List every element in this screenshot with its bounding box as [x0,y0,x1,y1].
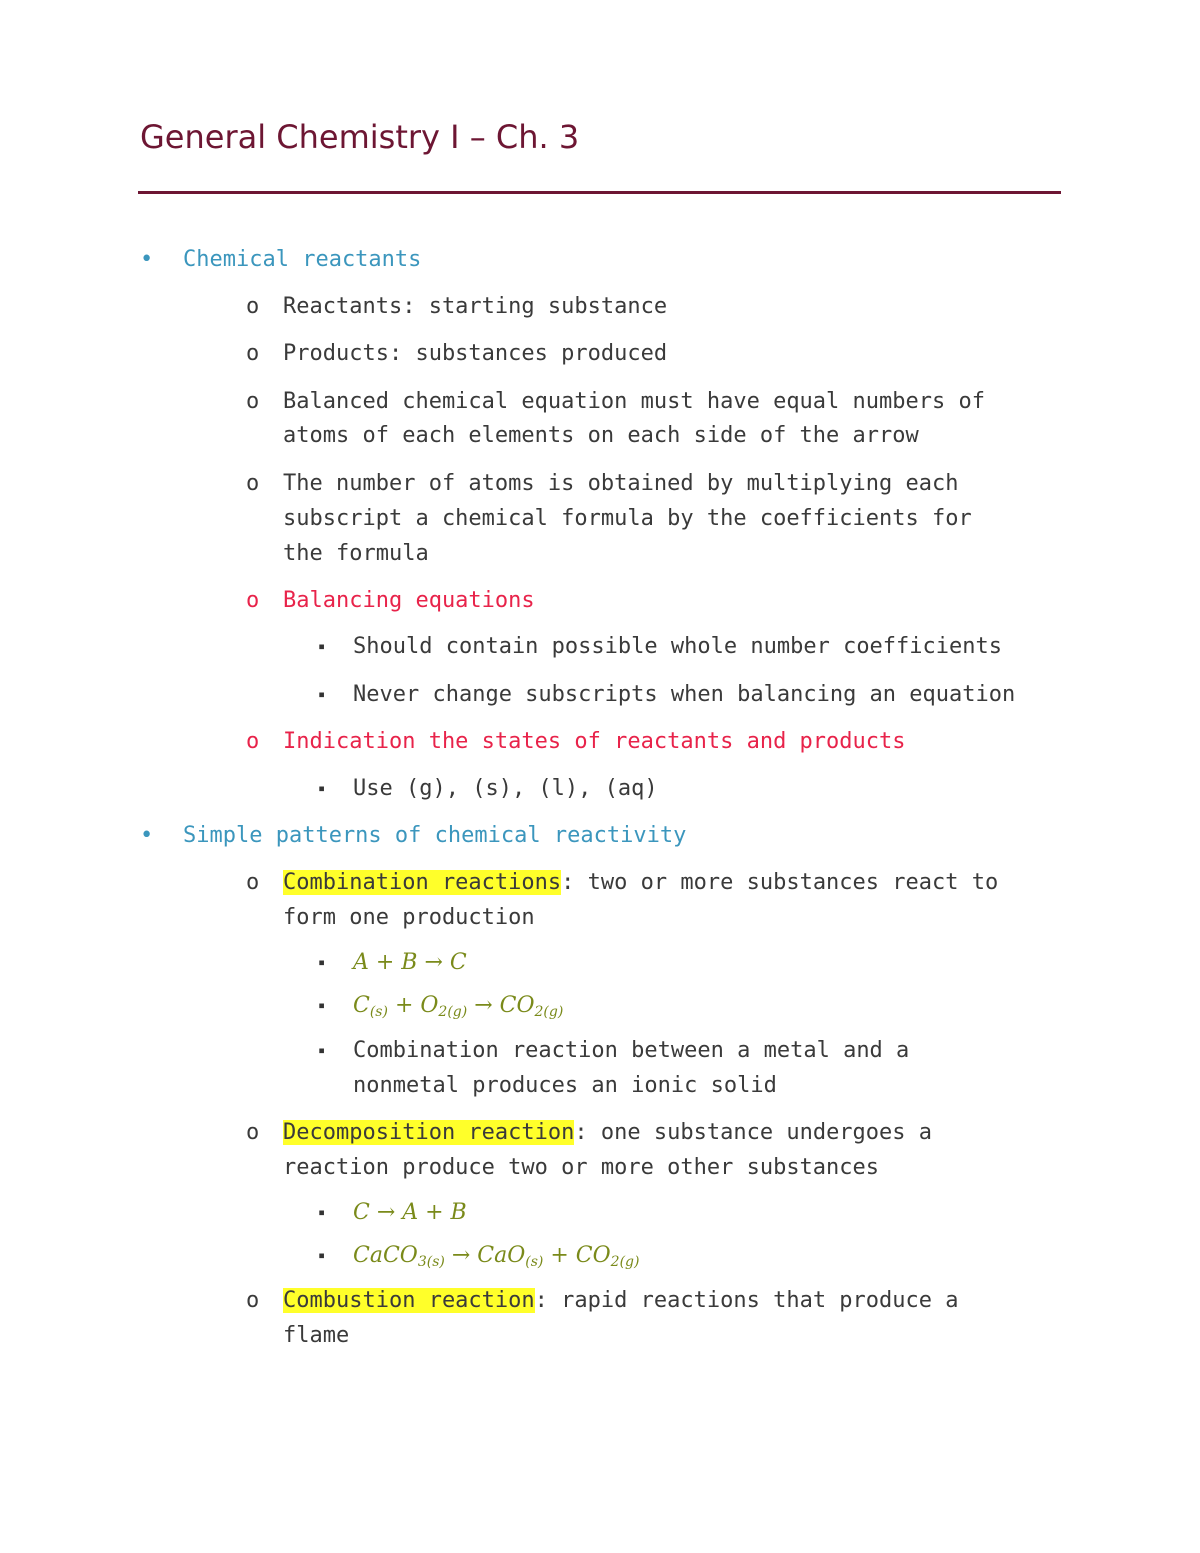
bullet-l2: o [246,341,260,366]
eq-term: C [353,993,370,1018]
bullet-l3: ▪ [318,955,326,969]
list-item-combination-line1 [283,865,998,900]
bullet-l3: ▪ [318,1248,326,1262]
bullet-l1: • [140,823,154,848]
section-heading-simple-patterns: Simple patterns of chemical reactivity [183,823,687,848]
bullet-l2: o [246,588,260,613]
bullet-l3: ▪ [318,1043,326,1057]
list-item-metal-nonmetal-line2: nonmetal produces an ionic solid [353,1073,777,1098]
bullet-l2: o [246,294,260,319]
bullet-l2: o [246,1120,260,1145]
list-item-atoms-line2: subscript a chemical formula by the coefficients for [283,506,972,531]
bullet-l2: o [246,729,260,754]
list-item-decomposition-line2: reaction produce two or more other substances [283,1155,880,1180]
bullet-l3: ▪ [318,998,326,1012]
highlighted-term: Combustion reaction [283,1288,535,1313]
subheading-balancing-equations: Balancing equations [283,588,535,613]
definition-text: : one substance undergoes a [574,1120,933,1145]
eq-subscript: 3(s) [417,1254,445,1270]
list-item-use-states: Use (g), (s), (l), (aq) [353,776,658,801]
list-item-atoms-line1: The number of atoms is obtained by multiplying each [283,471,959,496]
equation-decomposition-example [353,1238,639,1273]
bullet-l3: ▪ [318,781,326,795]
definition-text: : rapid reactions that produce a [534,1288,959,1313]
bullet-l3: ▪ [318,639,326,653]
eq-term: + O [387,993,439,1018]
bullet-l3: ▪ [318,687,326,701]
list-item-combustion-line1 [283,1283,959,1318]
page-title: General Chemistry I – Ch. 3 [140,118,580,156]
eq-subscript: 2(g) [610,1254,640,1270]
equation-decomposition-general: C → A + B [353,1200,467,1225]
bullet-l2: o [246,389,260,414]
bullet-l2: o [246,1288,260,1313]
bullet-l1: • [140,247,154,272]
list-item-metal-nonmetal-line1: Combination reaction between a metal and a [353,1038,910,1063]
bullet-l2: o [246,870,260,895]
highlighted-term: Decomposition reaction [283,1120,575,1145]
title-divider [138,191,1061,194]
eq-term: → CO [467,993,535,1018]
equation-combination-example [353,988,563,1023]
eq-term: CaCO [353,1243,418,1268]
equation-combination-general: A + B → C [353,950,467,975]
list-item-combustion-line2: flame [283,1323,350,1348]
bullet-l3: ▪ [318,1205,326,1219]
list-item-whole-number: Should contain possible whole number coefficients [353,634,1003,659]
eq-term: + CO [543,1243,611,1268]
eq-subscript: (s) [525,1254,544,1270]
list-item-never-change: Never change subscripts when balancing an equation [353,682,1016,707]
list-item-reactants: Reactants: starting substance [283,294,668,319]
list-item-atoms-line3: the formula [283,541,429,566]
list-item-balanced-line2: atoms of each elements on each side of the arrow [283,423,919,448]
eq-subscript: 2(g) [534,1004,564,1020]
section-heading-chemical-reactants: Chemical reactants [183,247,422,272]
eq-subscript: (s) [369,1004,388,1020]
bullet-l2: o [246,471,260,496]
subheading-indication-states: Indication the states of reactants and products [283,729,906,754]
list-item-products: Products: substances produced [283,341,668,366]
eq-subscript: 2(g) [438,1004,468,1020]
list-item-balanced-line1: Balanced chemical equation must have equal numbers of [283,389,985,414]
eq-term: → CaO [444,1243,526,1268]
highlighted-term: Combination reactions [283,870,562,895]
definition-text: : two or more substances react to [561,870,999,895]
list-item-combination-line2: form one production [283,905,535,930]
list-item-decomposition-line1 [283,1115,932,1150]
